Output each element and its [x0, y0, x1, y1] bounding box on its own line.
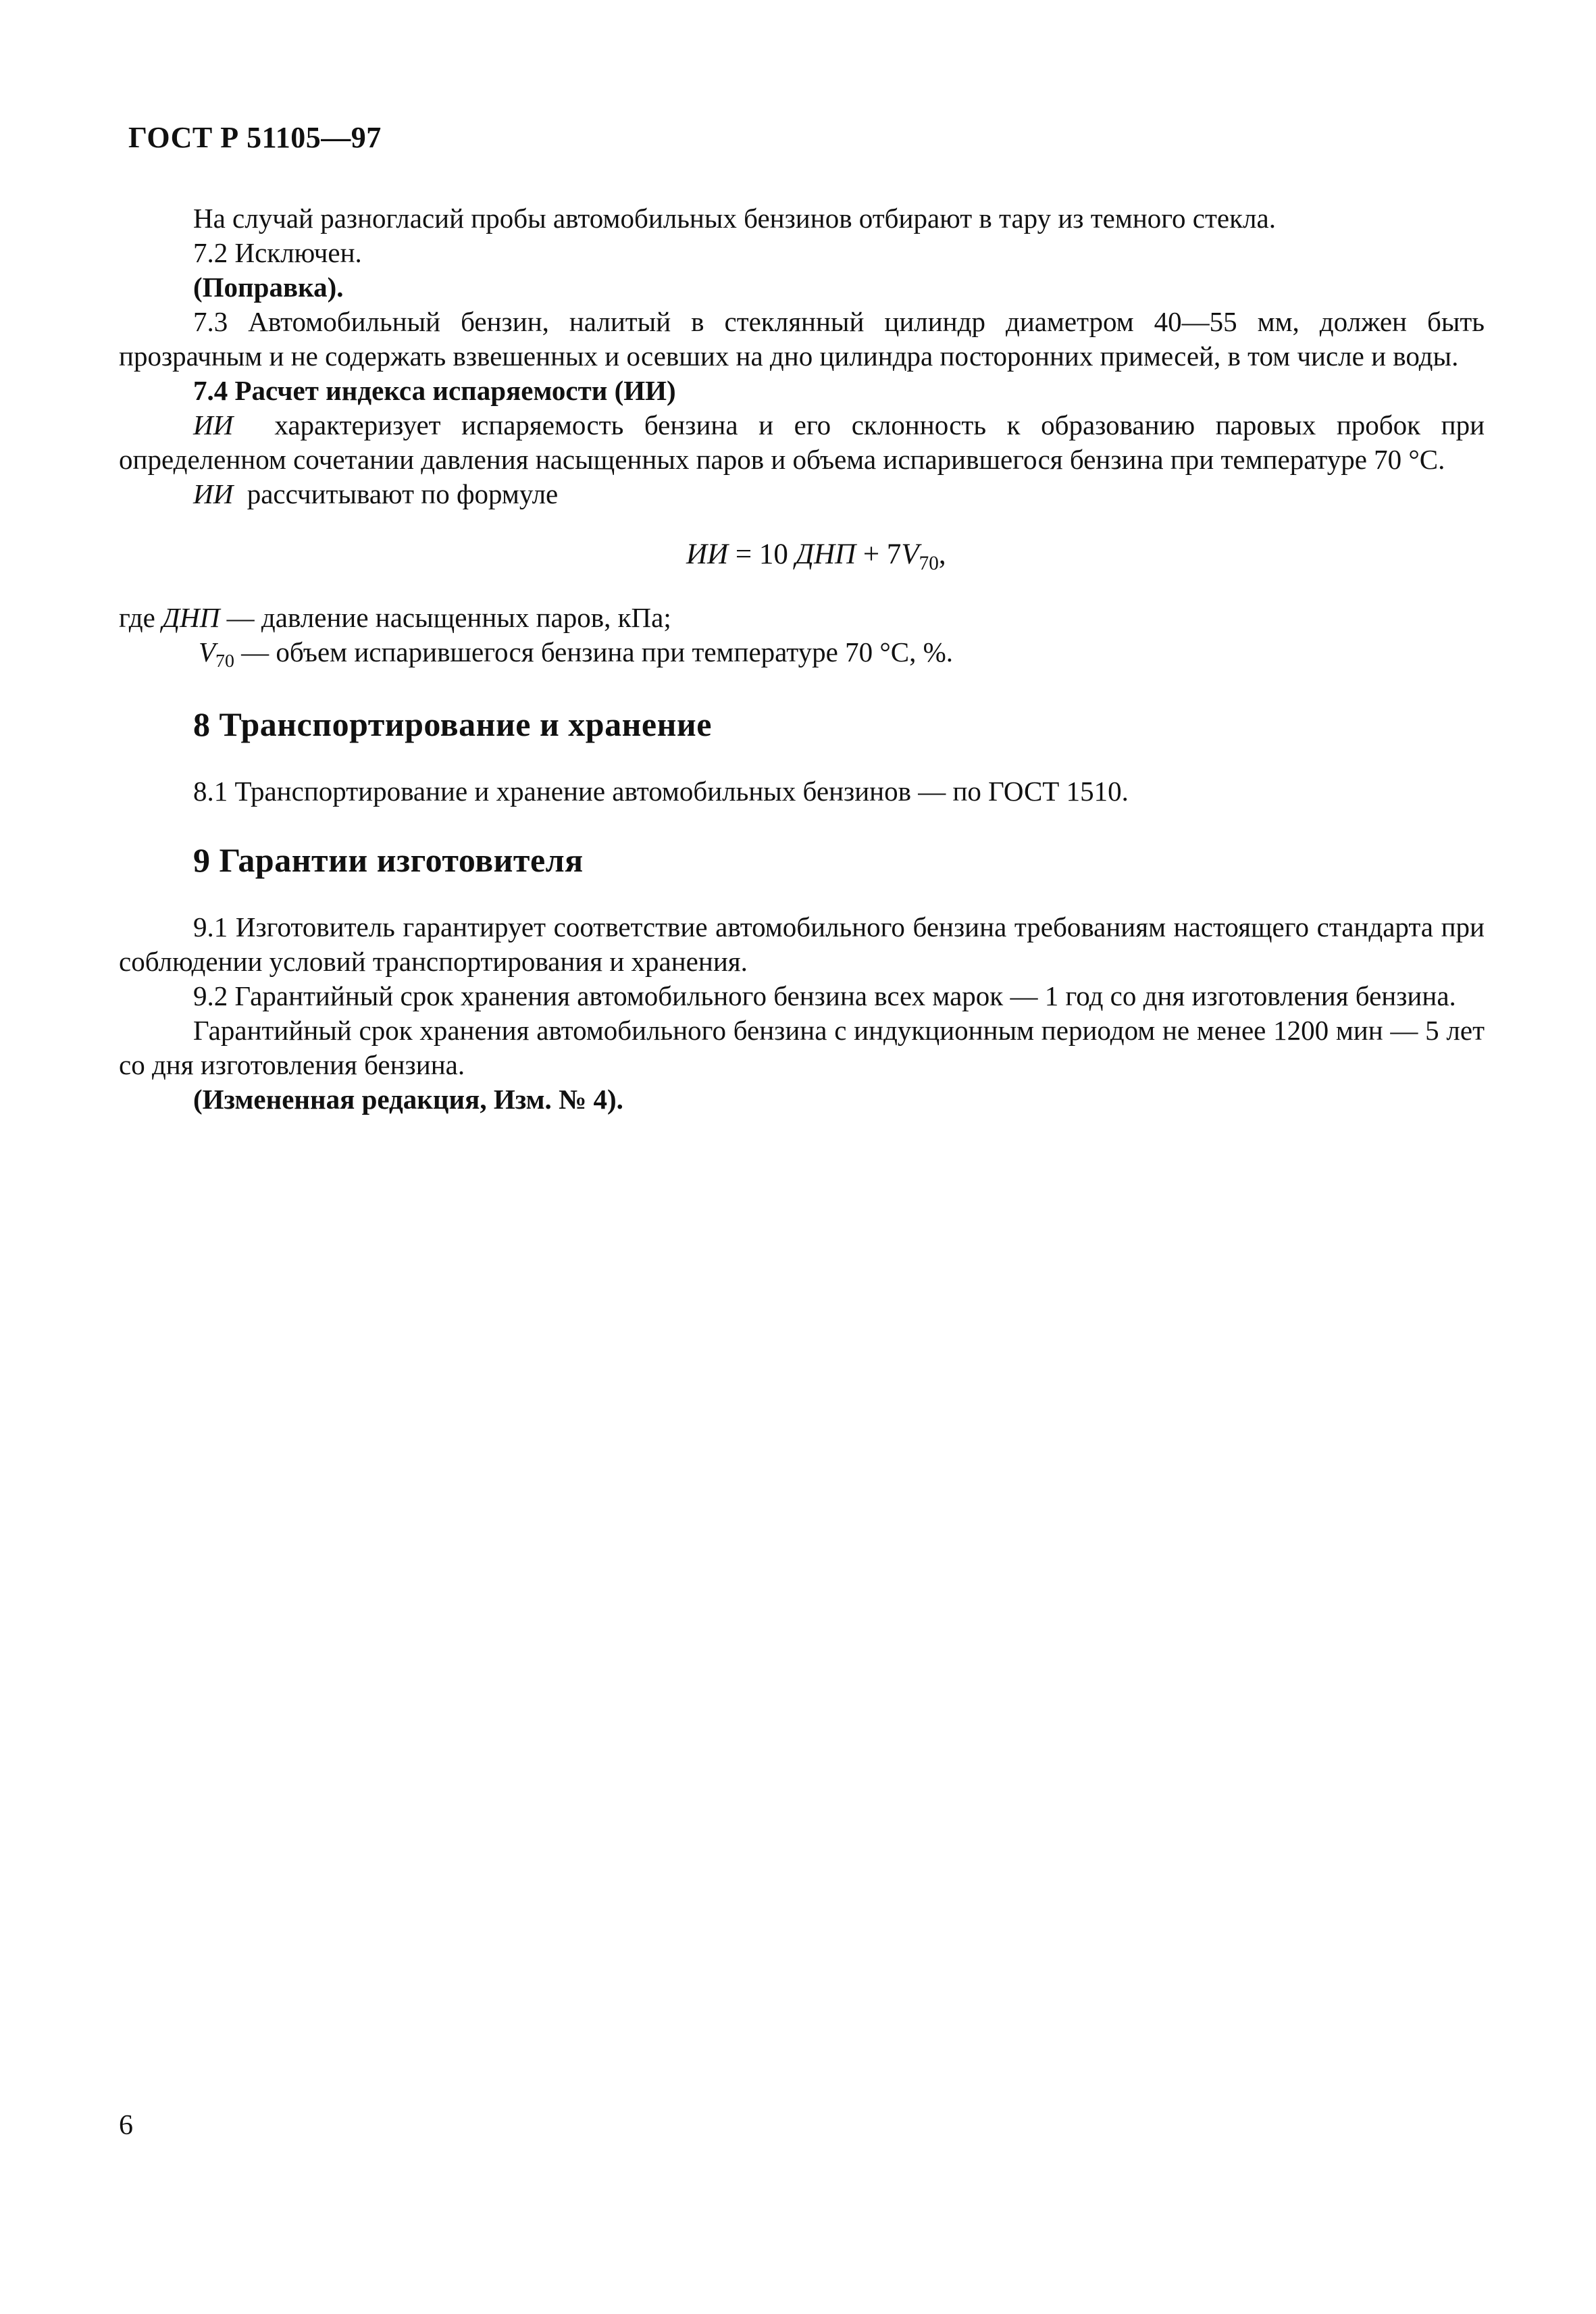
section-8-heading: 8 Транспортирование и хранение	[193, 705, 712, 743]
paragraph-dispute-samples: На случай разногласий пробы автомобильных бензинов отбирают в тару из темного стекла.	[193, 203, 1276, 234]
formula-coef1: 10	[758, 538, 788, 570]
paragraph-7-4-title: 7.4 Расчет индекса испаряемости (ИИ)	[193, 375, 676, 406]
paragraph-revision-note: (Измененная редакция, Изм. № 4).	[193, 1084, 623, 1115]
formula-var2: V	[901, 538, 919, 570]
formula-var1: ДНП	[795, 538, 856, 570]
dnp-abbreviation: ДНП	[162, 602, 220, 633]
formula-tail: ,	[938, 538, 946, 570]
paragraph-9-1: 9.1 Изготовитель гарантирует соответствие автомобильного бензина требованиям настоящего стандарта при соблюдении условий транспортирования и хранения.	[119, 911, 1485, 977]
formula-var2-subscript: 70	[919, 552, 939, 574]
paragraph-7-3: 7.3 Автомобильный бензин, налитый в стеклянный цилиндр диаметром 40—55 мм, должен быть прозрачным и не содержать взвешенных и осевших на дно цилиндра посторонних примесей, в том числе и воды.	[119, 306, 1485, 372]
dnp-description: — давление насыщенных паров, кПа;	[226, 602, 671, 633]
where-dnp	[119, 601, 1485, 635]
document-body	[119, 201, 1485, 1117]
paragraph-ii-calc	[119, 477, 1485, 511]
formula-coef2: 7	[886, 538, 902, 570]
v70-description: — объем испарившегося бензина при температуре 70 °С, %.	[241, 636, 953, 668]
ii-abbreviation: ИИ	[193, 478, 234, 509]
ii-abbreviation: ИИ	[193, 409, 234, 441]
paragraph-9-2: 9.2 Гарантийный срок хранения автомобильного бензина всех марок — 1 год со дня изготовления бензина.	[193, 980, 1456, 1011]
ii-calc-text: рассчитывают по формуле	[247, 478, 559, 509]
formula-ii	[119, 534, 1485, 578]
v70-abbreviation: V	[199, 636, 216, 668]
formula-equals: =	[735, 538, 752, 570]
paragraph-8-1: 8.1 Транспортирование и хранение автомобильных бензинов — по ГОСТ 1510.	[193, 776, 1129, 807]
paragraph-ii-description	[119, 408, 1485, 477]
formula-plus: +	[863, 538, 880, 570]
v70-subscript: 70	[215, 651, 234, 672]
document-header: ГОСТ Р 51105—97	[128, 121, 382, 154]
where-v70	[119, 635, 1485, 673]
ii-description-text: характеризует испаряемость бензина и его склонность к образованию паровых пробок при определенном сочетании давления насыщенных паров и объема испарившегося бензина при температуре 70 °С.	[119, 409, 1485, 475]
section-9-heading: 9 Гарантии изготовителя	[193, 841, 584, 879]
paragraph-7-2: 7.2 Исключен.	[193, 237, 362, 268]
page-number: 6	[119, 2110, 133, 2141]
paragraph-guarantee-1200: Гарантийный срок хранения автомобильного бензина с индукционным периодом не менее 1200 мин — 5 лет со дня изготовления бензина.	[119, 1015, 1485, 1080]
paragraph-correction: (Поправка).	[193, 272, 344, 303]
where-prefix: где	[119, 602, 155, 633]
formula-lhs: ИИ	[686, 538, 729, 570]
